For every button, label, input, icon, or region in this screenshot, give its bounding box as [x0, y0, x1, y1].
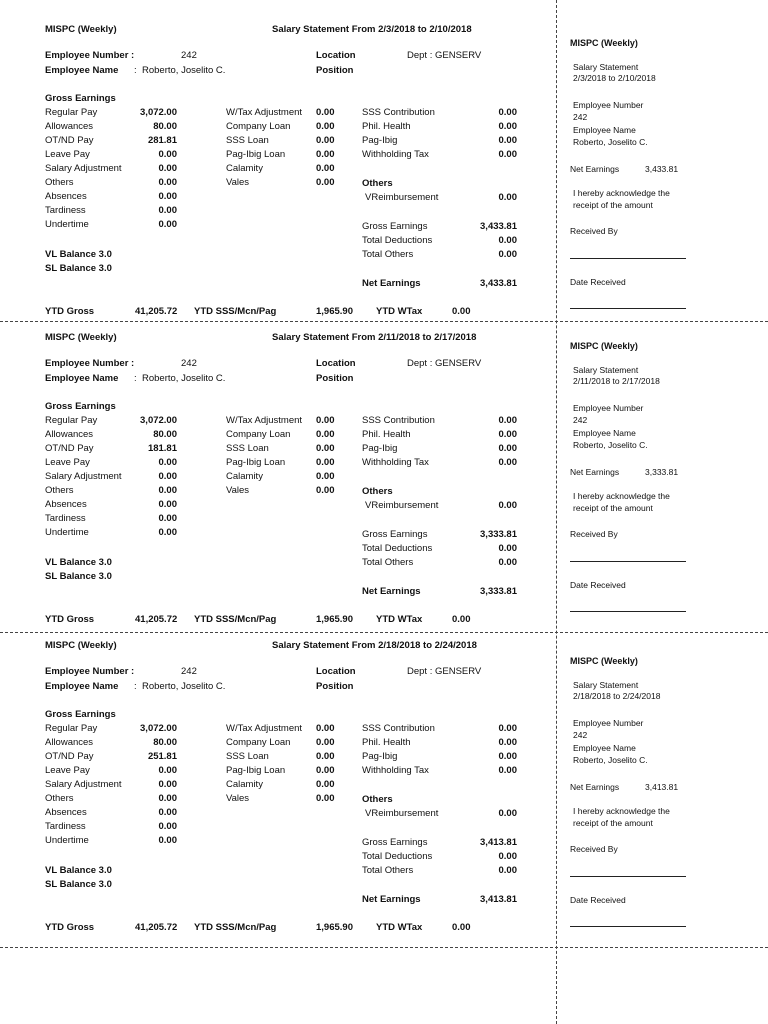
statement-title: Salary Statement From 2/18/2018 to 2/24/2018 [272, 640, 477, 651]
salary-statement [0, 616, 556, 933]
sss-loan-value: 0.00 [316, 443, 335, 454]
net-earnings-label: Net Earnings [362, 278, 421, 289]
stub-employee-number: 242 [573, 730, 588, 740]
position-label: Position [316, 373, 354, 384]
company-name: MISPC (Weekly) [45, 24, 117, 35]
ytd-wtax-label: YTD WTax [376, 922, 423, 933]
calamity-value: 0.00 [316, 471, 335, 482]
location-label: Location [316, 666, 356, 677]
vertical-cut-line [556, 0, 557, 1024]
stub-employee-number-label: Employee Number [573, 718, 644, 728]
others-label: Others [45, 485, 74, 496]
ytd-wtax-value: 0.00 [452, 614, 471, 625]
vl-balance: VL Balance 3.0 [45, 557, 112, 568]
employee-name: Roberto, Joselito C. [142, 681, 226, 692]
wtax-adjustment-label: W/Tax Adjustment [226, 107, 303, 118]
leave-pay-value: 0.00 [158, 457, 177, 468]
acknowledgement-stub [560, 0, 768, 300]
absences-label: Absences [45, 499, 87, 510]
sl-balance: SL Balance 3.0 [45, 879, 112, 890]
total-deductions-value: 0.00 [498, 543, 517, 554]
pagibig-value: 0.00 [498, 135, 517, 146]
vales-value: 0.00 [316, 177, 335, 188]
department: Dept : GENSERV [407, 358, 482, 369]
stub-date-received-label: Date Received [570, 277, 626, 287]
employee-number: 242 [181, 358, 197, 369]
stub-net-earnings-value: 3,413.81 [645, 782, 679, 792]
net-earnings-value: 3,333.81 [480, 586, 517, 597]
sss-contribution-label: SSS Contribution [362, 415, 435, 426]
wtax-adjustment-label: W/Tax Adjustment [226, 415, 303, 426]
employee-name: Roberto, Joselito C. [142, 65, 226, 76]
pagibig-value: 0.00 [498, 751, 517, 762]
ytd-gross-value: 41,205.72 [135, 306, 178, 317]
undertime-value: 0.00 [158, 527, 177, 538]
stub-net-earnings-value: 3,433.81 [645, 164, 679, 174]
calamity-label: Calamity [226, 471, 263, 482]
stub-ack-line1: I hereby acknowledge the [573, 806, 670, 816]
withholding-tax-value: 0.00 [498, 765, 517, 776]
ytd-gross-value: 41,205.72 [135, 922, 178, 933]
ot-nd-pay-value: 251.81 [147, 751, 177, 762]
gross-earnings-value: 3,333.81 [480, 529, 517, 540]
stub-net-earnings-label: Net Earnings [570, 467, 620, 477]
calamity-value: 0.00 [316, 163, 335, 174]
total-others-value: 0.00 [498, 557, 517, 568]
absences-label: Absences [45, 191, 87, 202]
sss-contribution-value: 0.00 [498, 415, 517, 426]
others-value: 0.00 [158, 177, 177, 188]
position-label: Position [316, 681, 354, 692]
ytd-gross-label: YTD Gross [45, 922, 95, 933]
stub-period: 2/3/2018 to 2/10/2018 [573, 73, 656, 83]
stub-ack-line2: receipt of the amount [573, 200, 653, 210]
date-received-signature-line [570, 611, 686, 612]
stub-employee-number: 242 [573, 112, 588, 122]
leave-pay-label: Leave Pay [45, 765, 90, 776]
tardiness-label: Tardiness [45, 821, 86, 832]
company-loan-label: Company Loan [226, 121, 291, 132]
undertime-label: Undertime [45, 219, 89, 230]
sss-loan-label: SSS Loan [226, 751, 269, 762]
total-others-label: Total Others [362, 557, 414, 568]
regular-pay-label: Regular Pay [45, 107, 98, 118]
pagibig-label: Pag-Ibig [362, 443, 398, 454]
stub-received-by-label: Received By [570, 226, 618, 236]
salary-adjustment-value: 0.00 [158, 163, 177, 174]
sss-contribution-label: SSS Contribution [362, 107, 435, 118]
vl-balance: VL Balance 3.0 [45, 249, 112, 260]
gross-earnings-label: Gross Earnings [362, 221, 428, 232]
position-label: Position [316, 65, 354, 76]
total-deductions-label: Total Deductions [362, 851, 433, 862]
company-name: MISPC (Weekly) [45, 332, 117, 343]
vreimbursement-label: VReimbursement [365, 500, 439, 511]
wtax-adjustment-label: W/Tax Adjustment [226, 723, 303, 734]
phil-health-value: 0.00 [498, 429, 517, 440]
stub-net-earnings-label: Net Earnings [570, 782, 620, 792]
received-by-signature-line [570, 876, 686, 877]
pagibig-loan-value: 0.00 [316, 149, 335, 160]
company-loan-value: 0.00 [316, 429, 335, 440]
stub-salary-statement-label: Salary Statement [573, 62, 639, 72]
stub-net-earnings-label: Net Earnings [570, 164, 620, 174]
vreimbursement-label: VReimbursement [365, 808, 439, 819]
date-received-signature-line [570, 926, 686, 927]
wtax-adjustment-value: 0.00 [316, 723, 335, 734]
stub-ack-line1: I hereby acknowledge the [573, 188, 670, 198]
regular-pay-value: 3,072.00 [140, 723, 177, 734]
company-loan-value: 0.00 [316, 737, 335, 748]
phil-health-value: 0.00 [498, 737, 517, 748]
stub-date-received-label: Date Received [570, 580, 626, 590]
salary-statement [0, 0, 556, 317]
phil-health-label: Phil. Health [362, 429, 411, 440]
undertime-value: 0.00 [158, 835, 177, 846]
phil-health-value: 0.00 [498, 121, 517, 132]
stub-salary-statement-label: Salary Statement [573, 680, 639, 690]
stub-received-by-label: Received By [570, 844, 618, 854]
regular-pay-value: 3,072.00 [140, 415, 177, 426]
ytd-wtax-label: YTD WTax [376, 306, 423, 317]
regular-pay-value: 3,072.00 [140, 107, 177, 118]
ytd-gross-label: YTD Gross [45, 306, 95, 317]
salary-adjustment-label: Salary Adjustment [45, 163, 122, 174]
absences-value: 0.00 [158, 499, 177, 510]
pagibig-loan-label: Pag-Ibig Loan [226, 149, 286, 160]
stub-date-received-label: Date Received [570, 895, 626, 905]
absences-value: 0.00 [158, 191, 177, 202]
pagibig-loan-label: Pag-Ibig Loan [226, 765, 286, 776]
ytd-sss-label: YTD SSS/Mcn/Pag [194, 922, 277, 933]
vreimbursement-label: VReimbursement [365, 192, 439, 203]
employee-number-label: Employee Number : [45, 358, 135, 369]
ytd-wtax-value: 0.00 [452, 306, 471, 317]
gross-earnings-label: Gross Earnings [362, 529, 428, 540]
leave-pay-label: Leave Pay [45, 457, 90, 468]
department: Dept : GENSERV [407, 666, 482, 677]
others-value: 0.00 [158, 793, 177, 804]
sss-loan-label: SSS Loan [226, 443, 269, 454]
regular-pay-label: Regular Pay [45, 415, 98, 426]
gross-earnings-label: Gross Earnings [362, 837, 428, 848]
sss-loan-label: SSS Loan [226, 135, 269, 146]
total-deductions-value: 0.00 [498, 235, 517, 246]
calamity-label: Calamity [226, 163, 263, 174]
others-label: Others [45, 177, 74, 188]
stub-ack-line2: receipt of the amount [573, 818, 653, 828]
wtax-adjustment-value: 0.00 [316, 107, 335, 118]
salary-adjustment-value: 0.00 [158, 471, 177, 482]
total-others-label: Total Others [362, 249, 414, 260]
vreimbursement-value: 0.00 [498, 500, 517, 511]
net-earnings-label: Net Earnings [362, 586, 421, 597]
ot-nd-pay-label: OT/ND Pay [45, 135, 94, 146]
allowances-value: 80.00 [153, 429, 177, 440]
sss-contribution-label: SSS Contribution [362, 723, 435, 734]
tardiness-label: Tardiness [45, 513, 86, 524]
ytd-wtax-label: YTD WTax [376, 614, 423, 625]
received-by-signature-line [570, 561, 686, 562]
vales-label: Vales [226, 485, 250, 496]
salary-adjustment-label: Salary Adjustment [45, 779, 122, 790]
sl-balance: SL Balance 3.0 [45, 571, 112, 582]
allowances-label: Allowances [45, 429, 94, 440]
employee-name-label: Employee Name [45, 65, 119, 76]
stub-employee-name-label: Employee Name [573, 743, 636, 753]
undertime-label: Undertime [45, 527, 89, 538]
vales-value: 0.00 [316, 485, 335, 496]
absences-value: 0.00 [158, 807, 177, 818]
regular-pay-label: Regular Pay [45, 723, 98, 734]
pagibig-loan-value: 0.00 [316, 765, 335, 776]
employee-name-colon: : [134, 681, 137, 692]
vales-value: 0.00 [316, 793, 335, 804]
ytd-wtax-value: 0.00 [452, 922, 471, 933]
undertime-label: Undertime [45, 835, 89, 846]
withholding-tax-label: Withholding Tax [362, 149, 429, 160]
stub-employee-name: Roberto, Joselito C. [573, 137, 648, 147]
sl-balance: SL Balance 3.0 [45, 263, 112, 274]
company-name: MISPC (Weekly) [45, 640, 117, 651]
acknowledgement-stub [560, 618, 768, 918]
ot-nd-pay-value: 281.81 [147, 135, 177, 146]
employee-name-label: Employee Name [45, 681, 119, 692]
ytd-gross-label: YTD Gross [45, 614, 95, 625]
others-header: Others [362, 794, 393, 805]
company-loan-value: 0.00 [316, 121, 335, 132]
department: Dept : GENSERV [407, 50, 482, 61]
stub-employee-number-label: Employee Number [573, 403, 644, 413]
pagibig-loan-value: 0.00 [316, 457, 335, 468]
employee-name-label: Employee Name [45, 373, 119, 384]
total-deductions-label: Total Deductions [362, 235, 433, 246]
total-others-value: 0.00 [498, 865, 517, 876]
withholding-tax-value: 0.00 [498, 457, 517, 468]
employee-name: Roberto, Joselito C. [142, 373, 226, 384]
ytd-sss-value: 1,965.90 [316, 306, 353, 317]
stub-period: 2/18/2018 to 2/24/2018 [573, 691, 661, 701]
leave-pay-value: 0.00 [158, 765, 177, 776]
pagibig-label: Pag-Ibig [362, 135, 398, 146]
pagibig-label: Pag-Ibig [362, 751, 398, 762]
salary-adjustment-value: 0.00 [158, 779, 177, 790]
total-others-label: Total Others [362, 865, 414, 876]
vl-balance: VL Balance 3.0 [45, 865, 112, 876]
undertime-value: 0.00 [158, 219, 177, 230]
stub-employee-number: 242 [573, 415, 588, 425]
sss-contribution-value: 0.00 [498, 107, 517, 118]
stub-employee-name: Roberto, Joselito C. [573, 755, 648, 765]
tardiness-label: Tardiness [45, 205, 86, 216]
net-earnings-value: 3,413.81 [480, 894, 517, 905]
ot-nd-pay-label: OT/ND Pay [45, 751, 94, 762]
net-earnings-value: 3,433.81 [480, 278, 517, 289]
gross-earnings-header: Gross Earnings [45, 709, 116, 720]
total-deductions-label: Total Deductions [362, 543, 433, 554]
total-deductions-value: 0.00 [498, 851, 517, 862]
others-label: Others [45, 793, 74, 804]
wtax-adjustment-value: 0.00 [316, 415, 335, 426]
employee-number-label: Employee Number : [45, 666, 135, 677]
absences-label: Absences [45, 807, 87, 818]
total-others-value: 0.00 [498, 249, 517, 260]
gross-earnings-value: 3,433.81 [480, 221, 517, 232]
tardiness-value: 0.00 [158, 205, 177, 216]
allowances-label: Allowances [45, 121, 94, 132]
withholding-tax-label: Withholding Tax [362, 765, 429, 776]
stub-net-earnings-value: 3,333.81 [645, 467, 679, 477]
phil-health-label: Phil. Health [362, 737, 411, 748]
stub-employee-number-label: Employee Number [573, 100, 644, 110]
stub-employee-name: Roberto, Joselito C. [573, 440, 648, 450]
stub-received-by-label: Received By [570, 529, 618, 539]
sss-loan-value: 0.00 [316, 751, 335, 762]
phil-health-label: Phil. Health [362, 121, 411, 132]
ytd-sss-value: 1,965.90 [316, 614, 353, 625]
allowances-value: 80.00 [153, 737, 177, 748]
gross-earnings-value: 3,413.81 [480, 837, 517, 848]
employee-number-label: Employee Number : [45, 50, 135, 61]
ytd-sss-value: 1,965.90 [316, 922, 353, 933]
others-value: 0.00 [158, 485, 177, 496]
stub-employee-name-label: Employee Name [573, 125, 636, 135]
sss-contribution-value: 0.00 [498, 723, 517, 734]
tardiness-value: 0.00 [158, 513, 177, 524]
gross-earnings-header: Gross Earnings [45, 93, 116, 104]
location-label: Location [316, 50, 356, 61]
acknowledgement-stub [560, 303, 768, 603]
vreimbursement-value: 0.00 [498, 808, 517, 819]
stub-salary-statement-label: Salary Statement [573, 365, 639, 375]
others-header: Others [362, 178, 393, 189]
withholding-tax-label: Withholding Tax [362, 457, 429, 468]
tardiness-value: 0.00 [158, 821, 177, 832]
allowances-value: 80.00 [153, 121, 177, 132]
statement-title: Salary Statement From 2/11/2018 to 2/17/2018 [272, 332, 477, 343]
stub-company-name: MISPC (Weekly) [570, 341, 638, 351]
stub-employee-name-label: Employee Name [573, 428, 636, 438]
leave-pay-value: 0.00 [158, 149, 177, 160]
horizontal-cut-line [0, 947, 768, 948]
employee-number: 242 [181, 50, 197, 61]
ytd-gross-value: 41,205.72 [135, 614, 178, 625]
withholding-tax-value: 0.00 [498, 149, 517, 160]
employee-number: 242 [181, 666, 197, 677]
sss-loan-value: 0.00 [316, 135, 335, 146]
calamity-label: Calamity [226, 779, 263, 790]
stub-company-name: MISPC (Weekly) [570, 656, 638, 666]
employee-name-colon: : [134, 65, 137, 76]
pagibig-loan-label: Pag-Ibig Loan [226, 457, 286, 468]
ot-nd-pay-value: 181.81 [147, 443, 177, 454]
others-header: Others [362, 486, 393, 497]
gross-earnings-header: Gross Earnings [45, 401, 116, 412]
leave-pay-label: Leave Pay [45, 149, 90, 160]
salary-adjustment-label: Salary Adjustment [45, 471, 122, 482]
pagibig-value: 0.00 [498, 443, 517, 454]
company-loan-label: Company Loan [226, 429, 291, 440]
vales-label: Vales [226, 793, 250, 804]
received-by-signature-line [570, 258, 686, 259]
statement-title: Salary Statement From 2/3/2018 to 2/10/2018 [272, 24, 472, 35]
vales-label: Vales [226, 177, 250, 188]
employee-name-colon: : [134, 373, 137, 384]
company-loan-label: Company Loan [226, 737, 291, 748]
vreimbursement-value: 0.00 [498, 192, 517, 203]
ytd-sss-label: YTD SSS/Mcn/Pag [194, 614, 277, 625]
salary-statement [0, 308, 556, 625]
allowances-label: Allowances [45, 737, 94, 748]
location-label: Location [316, 358, 356, 369]
net-earnings-label: Net Earnings [362, 894, 421, 905]
ot-nd-pay-label: OT/ND Pay [45, 443, 94, 454]
stub-company-name: MISPC (Weekly) [570, 38, 638, 48]
calamity-value: 0.00 [316, 779, 335, 790]
ytd-sss-label: YTD SSS/Mcn/Pag [194, 306, 277, 317]
stub-ack-line2: receipt of the amount [573, 503, 653, 513]
stub-ack-line1: I hereby acknowledge the [573, 491, 670, 501]
stub-period: 2/11/2018 to 2/17/2018 [573, 376, 660, 386]
